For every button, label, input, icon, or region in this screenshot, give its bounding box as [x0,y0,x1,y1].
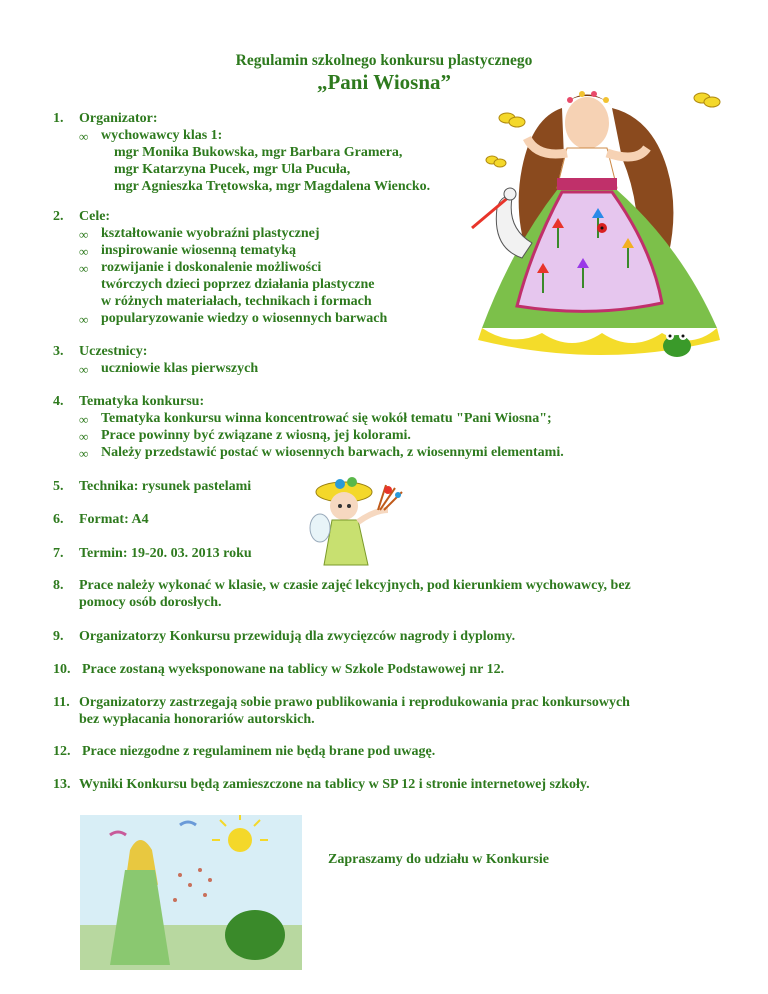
section-number: 1. [53,111,64,126]
list-item-continuation: twórczych dzieci poprzez działania plastyczne [101,277,375,292]
list-item: uczniowie klas pierwszych [101,361,259,376]
list-item: kształtowanie wyobraźni plastycznej [101,226,320,241]
bullet-icon: ∞ [79,129,89,144]
section-text: Prace należy wykonać w klasie, w czasie zajęć lekcyjnych, pod kierunkiem wychowawcy, bez [79,578,631,593]
bullet-icon: ∞ [79,244,89,259]
section-number: 10. [53,662,71,677]
section-text-continuation: bez wypłacania honorariów autorskich. [79,712,315,727]
document-subtitle: „Pani Wiosna” [316,70,452,94]
invitation-text: Zapraszamy do udziału w Konkursie [328,852,549,867]
list-item-continuation: w różnych materiałach, technikach i formach [101,294,372,309]
section-number: 8. [53,578,64,593]
list-item: Prace powinny być związane z wiosną, jej kolorami. [101,428,411,443]
section-heading: Organizator: [79,111,158,126]
list-item: popularyzowanie wiedzy o wiosennych barwach [101,311,388,326]
section-heading: Tematyka konkursu: [79,394,205,409]
list-item-continuation: mgr Monika Bukowska, mgr Barbara Gramera, [114,145,403,160]
section-text: Technika: rysunek pastelami [79,479,252,494]
section-text: Organizatorzy Konkursu przewidują dla zwycięzców nagrody i dyplomy. [79,629,516,644]
section-text: Termin: 19-20. 03. 2013 roku [79,546,252,561]
bullet-icon: ∞ [79,362,89,377]
spring-scene-illustration [80,815,302,970]
section-text: Prace zostaną wyeksponowane na tablicy w Szkole Podstawowej nr 12. [82,662,505,677]
section-number: 11. [53,695,70,710]
section-number: 5. [53,479,64,494]
list-item: wychowawcy klas 1: [101,128,223,143]
section-number: 3. [53,344,64,359]
section-number: 13. [53,777,71,792]
section-text: Wyniki Konkursu będą zamieszczone na tablicy w SP 12 i stronie internetowej szkoły. [79,777,590,792]
bullet-icon: ∞ [79,429,89,444]
list-item-continuation: mgr Katarzyna Pucek, mgr Ula Pucuła, [114,162,351,177]
section-text: Prace niezgodne z regulaminem nie będą brane pod uwagę. [82,744,436,759]
list-item-continuation: mgr Agnieszka Trętowska, mgr Magdalena Wiencko. [114,179,431,194]
bullet-icon: ∞ [79,227,89,242]
section-number: 7. [53,546,64,561]
bullet-icon: ∞ [79,261,89,276]
section-text-continuation: pomocy osób dorosłych. [79,595,222,610]
section-number: 12. [53,744,71,759]
bullet-icon: ∞ [79,312,89,327]
list-item: rozwijanie i doskonalenie możliwości [101,260,322,275]
list-item: Tematyka konkursu winna koncentrować się wokół tematu "Pani Wiosna"; [101,411,552,426]
document-title: Regulamin szkolnego konkursu plastycznego [235,52,533,69]
list-item: inspirowanie wiosenną tematyką [101,243,296,258]
bullet-icon: ∞ [79,412,89,427]
section-text: Format: A4 [79,512,149,527]
list-item: Należy przedstawić postać w wiosennych barwach, z wiosennymi elementami. [101,445,564,460]
section-heading: Cele: [79,209,111,224]
section-number: 6. [53,512,64,527]
section-text: Organizatorzy zastrzegają sobie prawo publikowania i reprodukowania prac konkursowych [79,695,630,710]
section-number: 4. [53,394,64,409]
lady-spring-illustration [452,78,752,378]
section-number: 9. [53,629,64,644]
section-heading: Uczestnicy: [79,344,148,359]
bullet-icon: ∞ [79,446,89,461]
flower-girl-illustration [300,470,408,570]
section-number: 2. [53,209,64,224]
